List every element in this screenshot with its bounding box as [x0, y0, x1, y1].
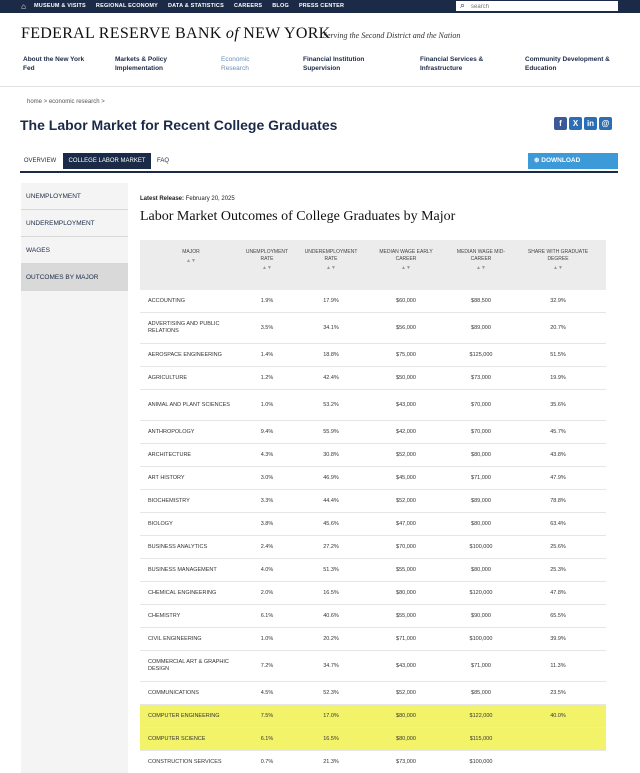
- cell-unemployment-rate: 4.5%: [260, 690, 274, 696]
- table-row: [140, 344, 606, 367]
- cell-median-wage-early: $47,000: [396, 521, 416, 527]
- cell-median-wage-mid: $80,000: [471, 567, 491, 573]
- table-row: [140, 444, 606, 467]
- cell-median-wage-mid: $115,000: [469, 736, 493, 742]
- table-row: [140, 559, 606, 582]
- cell-grad-degree-share: 47.8%: [550, 590, 566, 596]
- cell-median-wage-early: $43,000: [396, 402, 416, 408]
- cell-median-wage-early: $73,000: [396, 759, 416, 765]
- cell-median-wage-mid: $88,500: [471, 298, 491, 304]
- cell-major: COMPUTER ENGINEERING: [148, 712, 220, 719]
- cell-grad-degree-share: 11.3%: [550, 663, 566, 669]
- cell-median-wage-mid: $125,000: [469, 352, 493, 358]
- nav-economic-research[interactable]: Economic Research: [221, 56, 250, 72]
- cell-unemployment-rate: 4.3%: [260, 452, 274, 458]
- cell-unemployment-rate: 0.7%: [260, 759, 274, 765]
- nav-community-development[interactable]: Community Development & Education: [525, 56, 610, 72]
- x-icon[interactable]: X: [569, 117, 582, 130]
- cell-grad-degree-share: 25.6%: [550, 544, 566, 550]
- cell-median-wage-mid: $100,000: [469, 544, 493, 550]
- home-icon[interactable]: ⌂: [21, 2, 26, 11]
- utility-nav: [34, 2, 354, 11]
- cell-grad-degree-share: 23.5%: [550, 690, 566, 696]
- cell-major: BIOCHEMISTRY: [148, 497, 190, 504]
- cell-unemployment-rate: 9.4%: [260, 429, 274, 435]
- cell-grad-degree-share: 19.9%: [550, 375, 566, 381]
- cell-major: ART HISTORY: [148, 474, 185, 481]
- utility-link-regional-economy[interactable]: REGIONAL ECONOMY: [95, 3, 158, 9]
- cell-median-wage-mid: $89,000: [471, 325, 491, 331]
- search-icon[interactable]: ⌕: [460, 0, 466, 10]
- sort-icon: ▲▼: [186, 258, 196, 264]
- search-box: [455, 0, 619, 12]
- column-header-label: MEDIAN WAGE EARLY CAREER: [379, 249, 433, 262]
- cell-major: CHEMISTRY: [148, 612, 181, 619]
- cell-major: AGRICULTURE: [148, 374, 188, 381]
- table-header: [140, 240, 606, 290]
- cell-median-wage-early: $56,000: [396, 325, 416, 331]
- table-row: [140, 751, 606, 773]
- cell-major: BUSINESS ANALYTICS: [148, 543, 208, 550]
- cell-grad-degree-share: 35.6%: [550, 402, 566, 408]
- download-label: DOWNLOAD: [541, 157, 581, 164]
- cell-median-wage-early: $80,000: [396, 590, 416, 596]
- cell-underemployment-rate: 18.8%: [323, 352, 339, 358]
- column-header-label: UNDEREMPLOYMENT RATE: [304, 249, 358, 262]
- email-icon[interactable]: @: [599, 117, 612, 130]
- tab-underline: [20, 171, 618, 173]
- cell-underemployment-rate: 42.4%: [323, 375, 339, 381]
- cell-grad-degree-share: 40.0%: [550, 713, 566, 719]
- table-row: [140, 367, 606, 390]
- cell-grad-degree-share: 78.8%: [550, 498, 566, 504]
- cell-grad-degree-share: 25.3%: [550, 567, 566, 573]
- cell-major: ANIMAL AND PLANT SCIENCES: [148, 401, 230, 408]
- table-row: [140, 536, 606, 559]
- table-row: [140, 313, 606, 344]
- sort-icon: ▲▼: [326, 265, 336, 271]
- cell-major: COMMUNICATIONS: [148, 689, 199, 696]
- tab-college-labor-market[interactable]: COLLEGE LABOR MARKET: [63, 153, 151, 169]
- table-row: [140, 490, 606, 513]
- table-row: [140, 605, 606, 628]
- sort-icon: ▲▼: [262, 265, 272, 271]
- cell-median-wage-mid: $90,000: [471, 613, 491, 619]
- sort-icon: ▲▼: [401, 265, 411, 271]
- breadcrumb[interactable]: home > economic research >: [27, 99, 105, 105]
- utility-link-museum[interactable]: MUSEUM & VISITS: [34, 3, 86, 9]
- utility-link-blog[interactable]: BLOG: [272, 3, 289, 9]
- cell-major: ANTHROPOLOGY: [148, 428, 195, 435]
- column-header-underemployment-rate[interactable]: [300, 249, 362, 271]
- cell-median-wage-early: $80,000: [396, 713, 416, 719]
- download-icon: ⊕: [534, 157, 542, 164]
- brand-name-part: FEDERAL RESERVE BANK: [21, 25, 222, 42]
- release-date-value: February 20, 2025: [185, 196, 235, 202]
- cell-underemployment-rate: 21.3%: [323, 759, 339, 765]
- table-row: [140, 390, 606, 421]
- utility-bar: [0, 0, 640, 13]
- cell-median-wage-early: $52,000: [396, 498, 416, 504]
- cell-median-wage-mid: $80,000: [471, 521, 491, 527]
- cell-median-wage-mid: $100,000: [469, 759, 493, 765]
- cell-unemployment-rate: 3.8%: [260, 521, 274, 527]
- cell-unemployment-rate: 2.4%: [260, 544, 274, 550]
- cell-underemployment-rate: 27.2%: [323, 544, 339, 550]
- sidebar-item-wages[interactable]: WAGES: [21, 237, 128, 264]
- table-row: [140, 682, 606, 705]
- cell-grad-degree-share: 47.9%: [550, 475, 566, 481]
- cell-grad-degree-share: 20.7%: [550, 325, 566, 331]
- cell-unemployment-rate: 3.5%: [260, 325, 274, 331]
- cell-median-wage-mid: $70,000: [471, 402, 491, 408]
- cell-median-wage-mid: $120,000: [469, 590, 493, 596]
- table-body: [140, 290, 606, 773]
- cell-median-wage-mid: $71,000: [471, 663, 491, 669]
- cell-grad-degree-share: [525, 728, 591, 750]
- tab-faq[interactable]: FAQ: [156, 158, 169, 164]
- cell-median-wage-early: $70,000: [396, 544, 416, 550]
- column-header-label: UNEMPLOYMENT RATE: [245, 249, 289, 262]
- cell-median-wage-mid: $100,000: [469, 636, 493, 642]
- cell-underemployment-rate: 34.7%: [323, 663, 339, 669]
- nav-about[interactable]: About the New York Fed: [23, 56, 85, 72]
- cell-grad-degree-share: 65.5%: [550, 613, 566, 619]
- column-header-median-wage-mid[interactable]: [450, 249, 512, 271]
- cell-underemployment-rate: 45.6%: [323, 521, 339, 527]
- cell-underemployment-rate: 40.6%: [323, 613, 339, 619]
- sort-icon: ▲▼: [476, 265, 486, 271]
- table-row: [140, 290, 606, 313]
- cell-median-wage-mid: $73,000: [471, 375, 491, 381]
- cell-median-wage-early: $71,000: [396, 636, 416, 642]
- column-header-label: MEDIAN WAGE MID-CAREER: [456, 249, 506, 262]
- cell-major: ACCOUNTING: [148, 297, 185, 304]
- cell-underemployment-rate: 55.9%: [323, 429, 339, 435]
- linkedin-icon[interactable]: in: [584, 117, 597, 130]
- cell-median-wage-early: $60,000: [396, 298, 416, 304]
- cell-median-wage-mid: $89,000: [471, 498, 491, 504]
- cell-major: ADVERTISING AND PUBLIC RELATIONS: [148, 321, 220, 334]
- release-date: [140, 196, 235, 202]
- download-button[interactable]: [528, 153, 618, 169]
- cell-underemployment-rate: 34.1%: [323, 325, 339, 331]
- table-row: [140, 467, 606, 490]
- cell-median-wage-mid: $80,000: [471, 452, 491, 458]
- cell-underemployment-rate: 52.3%: [323, 690, 339, 696]
- search-input[interactable]: [471, 2, 611, 11]
- sidebar-background: [21, 291, 128, 773]
- column-header-unemployment-rate[interactable]: [243, 249, 291, 271]
- brand-name-city: NEW YORK: [243, 25, 331, 42]
- cell-major: AEROSPACE ENGINEERING: [148, 351, 222, 358]
- cell-underemployment-rate: 16.5%: [323, 590, 339, 596]
- main-nav: [0, 55, 640, 87]
- sidebar: [21, 183, 128, 773]
- cell-grad-degree-share: 43.8%: [550, 452, 566, 458]
- cell-median-wage-mid: $71,000: [471, 475, 491, 481]
- column-header-label: MAJOR: [182, 249, 200, 255]
- cell-major: BUSINESS MANAGEMENT: [148, 566, 217, 573]
- cell-underemployment-rate: 46.9%: [323, 475, 339, 481]
- cell-median-wage-early: $50,000: [396, 375, 416, 381]
- cell-unemployment-rate: 1.9%: [260, 298, 274, 304]
- cell-median-wage-early: $55,000: [396, 613, 416, 619]
- table-row: [140, 705, 606, 728]
- utility-link-careers[interactable]: CAREERS: [233, 3, 263, 9]
- cell-unemployment-rate: 6.1%: [260, 613, 274, 619]
- cell-underemployment-rate: 16.5%: [323, 736, 339, 742]
- nav-divider: [0, 86, 640, 87]
- cell-grad-degree-share: 39.9%: [550, 636, 566, 642]
- sort-icon: ▲▼: [553, 265, 563, 271]
- cell-underemployment-rate: 51.3%: [323, 567, 339, 573]
- content-title: Labor Market Outcomes of College Graduates by Major: [140, 209, 456, 224]
- sidebar-item-outcomes-by-major[interactable]: OUTCOMES BY MAJOR: [21, 264, 128, 291]
- sidebar-item-underemployment[interactable]: UNDEREMPLOYMENT: [21, 210, 128, 237]
- cell-grad-degree-share: 45.7%: [550, 429, 566, 435]
- cell-unemployment-rate: 7.5%: [260, 713, 274, 719]
- cell-major: BIOLOGY: [148, 520, 173, 527]
- release-label: Latest Release:: [140, 196, 185, 202]
- cell-grad-degree-share: 51.5%: [550, 352, 566, 358]
- table-row: [140, 582, 606, 605]
- table-row: [140, 628, 606, 651]
- table-row: [140, 728, 606, 751]
- sidebar-item-unemployment[interactable]: UNEMPLOYMENT: [21, 183, 128, 210]
- cell-median-wage-early: $45,000: [396, 475, 416, 481]
- cell-underemployment-rate: 44.4%: [323, 498, 339, 504]
- cell-major: CIVIL ENGINEERING: [148, 635, 202, 642]
- cell-major: CONSTRUCTION SERVICES: [148, 758, 222, 765]
- page-title: The Labor Market for Recent College Graduates: [20, 117, 338, 133]
- cell-unemployment-rate: 1.0%: [260, 402, 274, 408]
- cell-underemployment-rate: 20.2%: [323, 636, 339, 642]
- cell-median-wage-mid: $122,000: [469, 713, 493, 719]
- cell-median-wage-early: $55,000: [396, 567, 416, 573]
- cell-unemployment-rate: 6.1%: [260, 736, 274, 742]
- cell-unemployment-rate: 3.3%: [260, 498, 274, 504]
- column-header-grad-degree-share[interactable]: [525, 249, 591, 271]
- nav-financial-supervision[interactable]: Financial Institution Supervision: [303, 56, 365, 72]
- cell-unemployment-rate: 3.0%: [260, 475, 274, 481]
- nav-markets-policy[interactable]: Markets & Policy Implementation: [115, 56, 168, 72]
- cell-grad-degree-share: 63.4%: [550, 521, 566, 527]
- tagline: Serving the Second District and the Nation: [323, 31, 461, 40]
- facebook-icon[interactable]: f: [554, 117, 567, 130]
- cell-median-wage-early: $52,000: [396, 452, 416, 458]
- cell-underemployment-rate: 17.9%: [323, 298, 339, 304]
- cell-underemployment-rate: 30.8%: [323, 452, 339, 458]
- cell-major: COMMERCIAL ART & GRAPHIC DESIGN: [148, 659, 229, 672]
- cell-median-wage-early: $75,000: [396, 352, 416, 358]
- utility-link-data-statistics[interactable]: DATA & STATISTICS: [167, 3, 224, 9]
- cell-median-wage-early: $80,000: [396, 736, 416, 742]
- cell-unemployment-rate: 1.0%: [260, 636, 274, 642]
- cell-unemployment-rate: 1.2%: [260, 375, 274, 381]
- cell-major: COMPUTER SCIENCE: [148, 735, 206, 742]
- cell-unemployment-rate: 1.4%: [260, 352, 274, 358]
- cell-unemployment-rate: 4.0%: [260, 567, 274, 573]
- cell-major: ARCHITECTURE: [148, 451, 192, 458]
- brand-name-of: of: [225, 25, 239, 42]
- nav-financial-services[interactable]: Financial Services & Infrastructure: [420, 56, 484, 72]
- cell-major: CHEMICAL ENGINEERING: [148, 589, 217, 596]
- table-row: [140, 651, 606, 682]
- column-header-label: SHARE WITH GRADUATE DEGREE: [527, 249, 589, 262]
- cell-grad-degree-share: [525, 751, 591, 773]
- cell-median-wage-early: $43,000: [396, 663, 416, 669]
- tab-overview[interactable]: OVERVIEW: [23, 158, 57, 164]
- cell-median-wage-early: $52,000: [396, 690, 416, 696]
- cell-grad-degree-share: 32.9%: [550, 298, 566, 304]
- cell-unemployment-rate: 7.2%: [260, 663, 274, 669]
- cell-median-wage-mid: $70,000: [471, 429, 491, 435]
- utility-link-press-center[interactable]: PRESS CENTER: [298, 3, 345, 9]
- table-row: [140, 513, 606, 536]
- cell-median-wage-mid: $85,000: [471, 690, 491, 696]
- table-row: [140, 421, 606, 444]
- cell-underemployment-rate: 17.0%: [323, 713, 339, 719]
- brand-logo[interactable]: [21, 25, 331, 43]
- column-header-median-wage-early[interactable]: [375, 249, 437, 271]
- cell-unemployment-rate: 2.0%: [260, 590, 274, 596]
- column-header-major[interactable]: [148, 249, 234, 264]
- cell-median-wage-early: $42,000: [396, 429, 416, 435]
- cell-underemployment-rate: 53.2%: [323, 402, 339, 408]
